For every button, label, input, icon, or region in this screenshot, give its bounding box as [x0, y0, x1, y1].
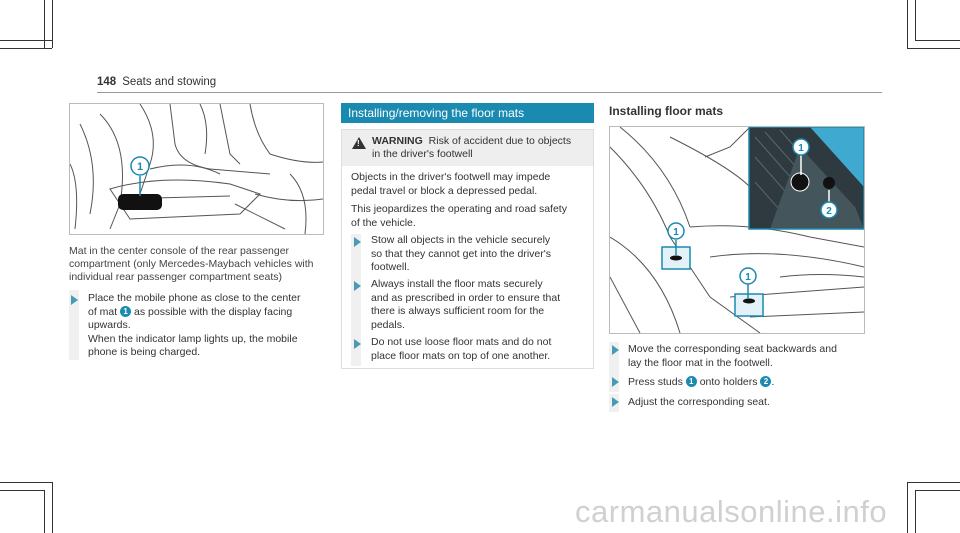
step-arrow-icon	[354, 339, 361, 349]
section-name: Seats and stowing	[122, 76, 217, 88]
figure-caption	[69, 245, 314, 284]
caption-line: Mat in the center console of the rear passenger	[69, 245, 290, 257]
crop-mark	[0, 48, 52, 49]
crop-mark	[0, 40, 52, 41]
warning-body: This jeopardizes the operating and road safety of the vehicle.	[351, 203, 567, 229]
crop-mark	[907, 48, 960, 49]
crop-mark	[907, 482, 908, 533]
step-line: Place the mobile phone as close to the center	[88, 292, 301, 304]
watermark: carmanualsonline.info	[575, 494, 888, 529]
warning-step: Always install the floor mats securely and as prescribed in order to ensure that there is always sufficient room for the pedals.	[371, 278, 561, 331]
crop-mark	[0, 482, 52, 483]
warning-triangle-icon: !	[352, 137, 366, 149]
console-mat-illustration	[69, 103, 324, 235]
callout-badge: 1	[686, 376, 697, 387]
callout-badge: 1	[120, 306, 131, 317]
warning-headline: WARNING Risk of accident due to objects in the driver's footwell	[372, 135, 572, 160]
step-arrow-icon	[71, 295, 78, 305]
svg-text:1: 1	[745, 272, 751, 283]
svg-text:1: 1	[798, 143, 804, 154]
warning-header	[342, 130, 593, 166]
page-number: 148	[97, 76, 117, 88]
warning-body: Objects in the driver's footwell may impede pedal travel or block a depressed pedal.	[351, 171, 551, 197]
floor-mat-illustration	[609, 126, 865, 334]
svg-text:1: 1	[673, 227, 679, 238]
step-line: of mat 1 as possible with the display facing	[88, 305, 293, 318]
warning-label: WARNING	[372, 135, 423, 147]
callout-1: 1	[136, 161, 144, 173]
crop-mark	[915, 40, 960, 41]
step-arrow-icon	[612, 377, 619, 387]
step-arrow-icon	[612, 345, 619, 355]
floor-mat-drawing	[610, 127, 864, 333]
warning-box	[341, 129, 594, 369]
subsection-title: Installing floor mats	[609, 104, 724, 118]
step-line: phone is being charged.	[88, 346, 201, 358]
crop-mark	[44, 490, 45, 533]
console-drawing	[70, 104, 323, 234]
crop-mark	[915, 0, 916, 40]
callout-badge: 2	[760, 376, 771, 387]
crop-mark	[52, 0, 53, 48]
warning-step: Stow all objects in the vehicle securely so that they cannot get into the driver's footwell.	[371, 234, 552, 273]
caption-line: compartment (only Mercedes-Maybach vehicles with	[69, 258, 314, 270]
step-text: Press studs 1 onto holders 2 .	[628, 376, 775, 388]
caption-line: individual rear passenger compartment seats)	[69, 271, 283, 283]
crop-mark	[0, 490, 44, 491]
crop-mark	[915, 490, 916, 533]
svg-text:2: 2	[826, 206, 832, 217]
step-line: When the indicator lamp lights up, the mobile	[88, 332, 298, 345]
step-text: Adjust the corresponding seat.	[628, 396, 770, 408]
crop-mark	[915, 490, 960, 491]
step-arrow-icon	[354, 281, 361, 291]
step-arrow-icon	[354, 237, 361, 247]
crop-mark	[907, 0, 908, 48]
step-text	[88, 292, 328, 360]
step-line: upwards.	[88, 319, 131, 331]
step-text: Move the corresponding seat backwards and lay the floor mat in the footwell.	[628, 343, 837, 369]
warning-step: Do not use loose floor mats and do not place floor mats on top of one another.	[371, 336, 552, 362]
header-rule	[97, 92, 882, 93]
step-arrow-icon	[612, 397, 619, 407]
crop-mark	[52, 482, 53, 533]
section-title: Installing/removing the floor mats	[341, 103, 594, 123]
crop-mark	[907, 482, 960, 483]
page-header	[97, 76, 216, 88]
